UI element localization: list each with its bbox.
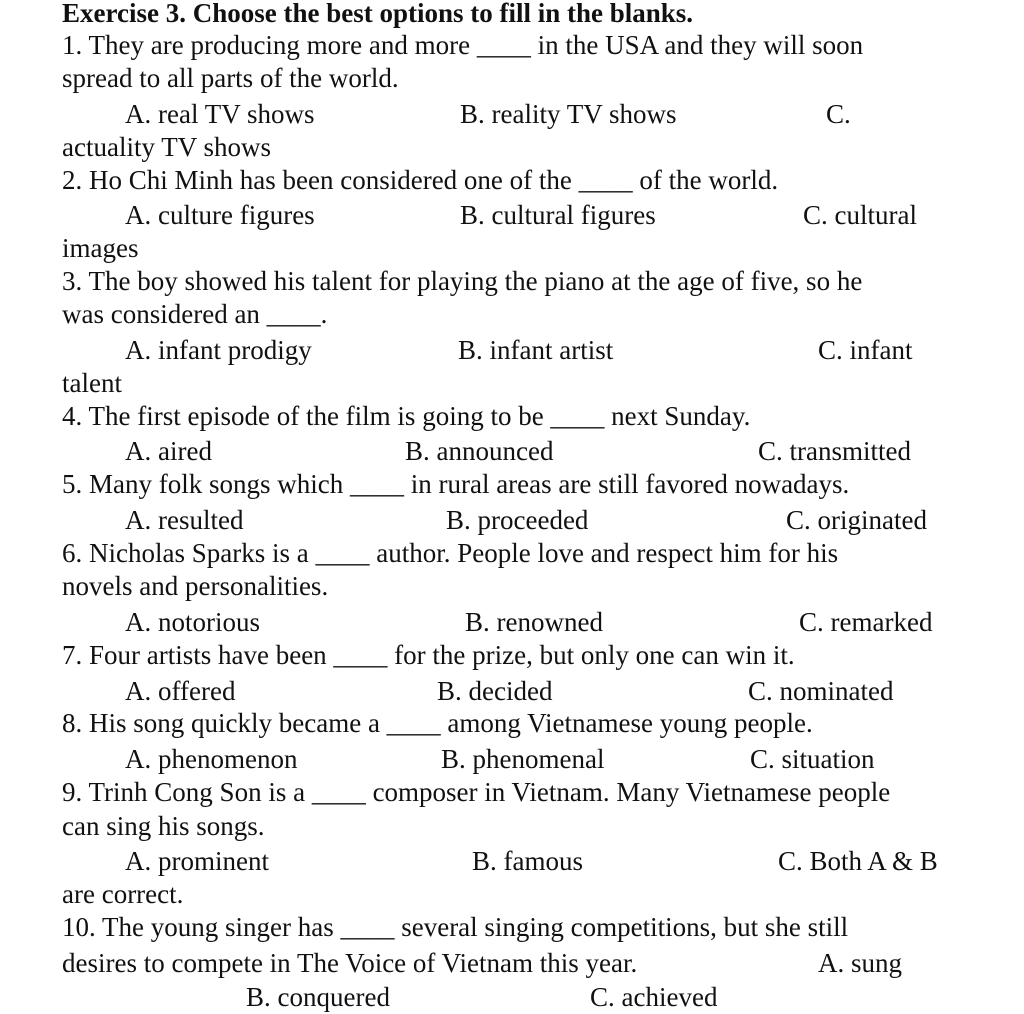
question-4-option-a: A. aired xyxy=(125,436,212,466)
question-2-line-1: 2. Ho Chi Minh has been considered one of the ____ of the world. xyxy=(62,165,779,195)
question-3-option-a: A. infant prodigy xyxy=(125,335,312,365)
question-8-option-c: C. situation xyxy=(750,744,875,774)
question-2-option-b: B. cultural figures xyxy=(460,200,656,230)
question-6-line-2: novels and personalities. xyxy=(62,571,329,601)
question-7-option-a: A. offered xyxy=(125,676,236,706)
question-7-option-c: C. nominated xyxy=(748,676,894,706)
question-5-option-b: B. proceeded xyxy=(446,505,589,535)
question-1-line-2: spread to all parts of the world. xyxy=(62,63,399,93)
question-5-option-c: C. originated xyxy=(786,505,927,535)
question-5-option-a: A. resulted xyxy=(125,505,244,535)
question-3-option-b: B. infant artist xyxy=(458,335,614,365)
question-9-line-2: can sing his songs. xyxy=(62,811,265,841)
question-1-option-c-wrap: actuality TV shows xyxy=(62,132,271,162)
question-8-line-1: 8. His song quickly became a ____ among Vietnamese young people. xyxy=(62,708,813,738)
question-5-line-1: 5. Many folk songs which ____ in rural areas are still favored nowadays. xyxy=(62,469,850,499)
question-10-option-a: A. sung xyxy=(818,948,903,978)
question-9-option-b: B. famous xyxy=(472,846,583,876)
question-1-option-c: C. xyxy=(826,99,851,129)
question-2-option-a: A. culture figures xyxy=(125,200,315,230)
question-9-line-1: 9. Trinh Cong Son is a ____ composer in Vietnam. Many Vietnamese people xyxy=(62,777,891,807)
question-2-option-c-wrap: images xyxy=(62,233,139,263)
question-6-line-1: 6. Nicholas Sparks is a ____ author. People love and respect him for his xyxy=(62,538,839,568)
question-7-option-b: B. decided xyxy=(437,676,553,706)
question-9-option-a: A. prominent xyxy=(125,846,269,876)
question-9-option-c-wrap: are correct. xyxy=(62,879,184,909)
question-10-option-c: C. achieved xyxy=(590,982,718,1012)
question-2-option-c: C. cultural xyxy=(803,200,917,230)
question-1-line-1: 1. They are producing more and more ____ in the USA and they will soon xyxy=(62,30,864,60)
question-6-option-c: C. remarked xyxy=(799,607,933,637)
question-4-option-c: C. transmitted xyxy=(758,436,911,466)
question-1-option-a: A. real TV shows xyxy=(125,99,315,129)
question-4-line-1: 4. The first episode of the film is going to be ____ next Sunday. xyxy=(62,401,751,431)
question-6-option-b: B. renowned xyxy=(465,607,603,637)
exercise-title: Exercise 3. Choose the best options to fill in the blanks. xyxy=(62,0,694,28)
question-3-line-2: was considered an ____. xyxy=(62,299,328,329)
question-8-option-a: A. phenomenon xyxy=(125,744,298,774)
question-10-line-1: 10. The young singer has ____ several singing competitions, but she still xyxy=(62,912,849,942)
question-8-option-b: B. phenomenal xyxy=(441,744,605,774)
question-9-option-c: C. Both A & B xyxy=(778,846,938,876)
question-10-line-2: desires to compete in The Voice of Vietnam this year. xyxy=(62,948,638,978)
question-3-option-c: C. infant xyxy=(818,335,913,365)
question-3-line-1: 3. The boy showed his talent for playing the piano at the age of five, so he xyxy=(62,266,863,296)
question-10-option-b: B. conquered xyxy=(246,982,390,1012)
question-6-option-a: A. notorious xyxy=(125,607,260,637)
question-3-option-c-wrap: talent xyxy=(62,368,122,398)
question-7-line-1: 7. Four artists have been ____ for the prize, but only one can win it. xyxy=(62,640,795,670)
question-1-option-b: B. reality TV shows xyxy=(460,99,677,129)
question-4-option-b: B. announced xyxy=(405,436,554,466)
